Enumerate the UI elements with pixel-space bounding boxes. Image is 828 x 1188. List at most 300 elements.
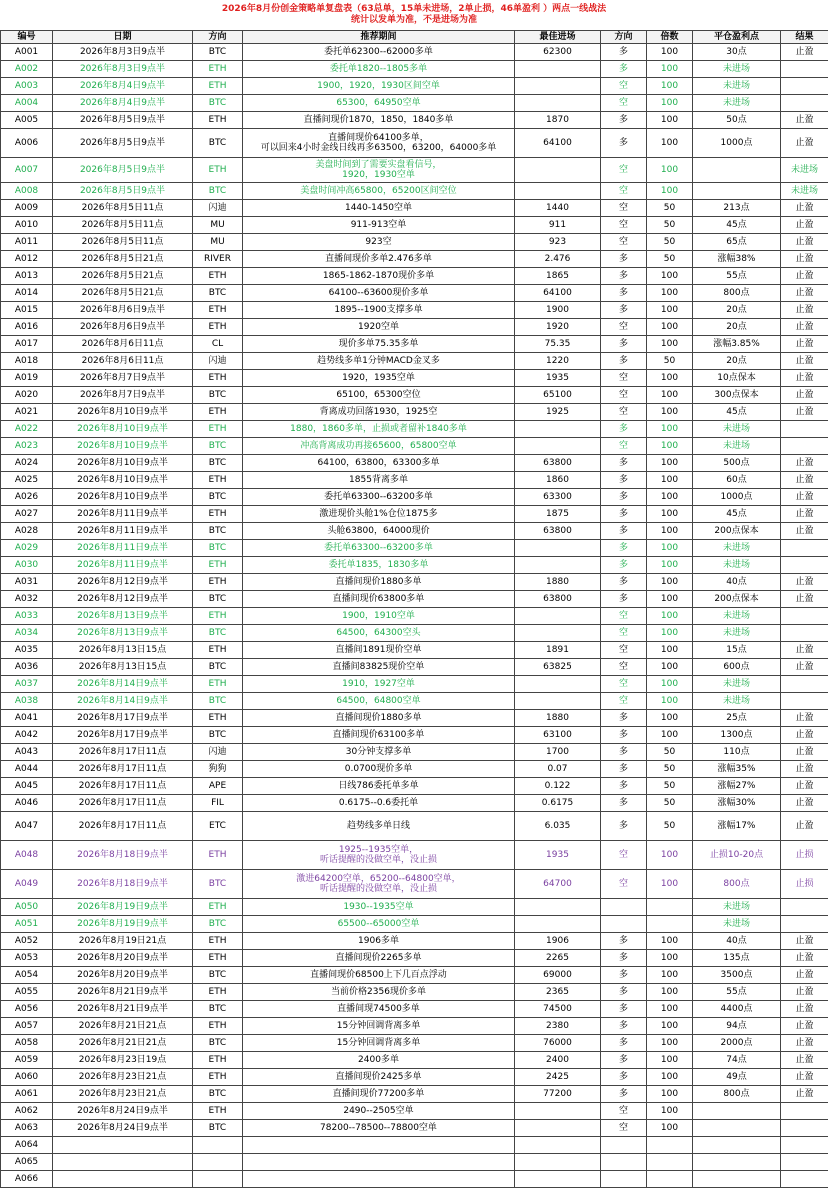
cell-date: 2026年8月11日9点半 [53, 540, 193, 557]
cell-asset: BTC [193, 727, 243, 744]
cell-asset: BTC [193, 1120, 243, 1137]
cell-profit: 55点 [693, 268, 781, 285]
table-row [1, 659, 828, 676]
cell-date: 2026年8月14日9点半 [53, 676, 193, 693]
cell-id: A026 [1, 489, 53, 506]
cell-profit: 200点保本 [693, 591, 781, 608]
cell-result [781, 693, 828, 710]
cell-direction: 空 [601, 693, 647, 710]
cell-asset: ETH [193, 158, 243, 183]
cell-id: A059 [1, 1052, 53, 1069]
cell-result: 止盈 [781, 1018, 828, 1035]
cell-recommendation: 65100，65300空位 [243, 387, 515, 404]
table-row [1, 693, 828, 710]
table-row [1, 78, 828, 95]
table-row [1, 61, 828, 78]
cell-result: 止盈 [781, 744, 828, 761]
cell-date: 2026年8月5日11点 [53, 234, 193, 251]
cell-recommendation: 直播间现价2265多单 [243, 950, 515, 967]
table-row [1, 1103, 828, 1120]
cell-recommendation: 激进现价头舱1%仓位1875多 [243, 506, 515, 523]
cell-date: 2026年8月19日9点半 [53, 916, 193, 933]
cell-leverage: 100 [647, 112, 693, 129]
cell-result: 止盈 [781, 574, 828, 591]
cell-recommendation: 64100，63800，63300多单 [243, 455, 515, 472]
cell-id: A011 [1, 234, 53, 251]
table-row [1, 1035, 828, 1052]
cell-asset: 闪迪 [193, 744, 243, 761]
cell-direction: 空 [601, 95, 647, 112]
cell-asset: 闪迪 [193, 200, 243, 217]
title-line-1: 2026年8月份创金策略单复盘表（63总单，15单未进场，2单止损，46单盈利 ）两点一线战法 [222, 4, 606, 15]
cell-result [781, 540, 828, 557]
cell-date: 2026年8月13日15点 [53, 642, 193, 659]
cell-result: 止盈 [781, 778, 828, 795]
cell-id: A051 [1, 916, 53, 933]
cell-entry [515, 61, 601, 78]
cell-direction: 多 [601, 302, 647, 319]
cell-entry: 76000 [515, 1035, 601, 1052]
cell-profit: 2000点 [693, 1035, 781, 1052]
cell-direction: 多 [601, 540, 647, 557]
cell-recommendation: 委托单1835，1830多单 [243, 557, 515, 574]
cell-leverage: 100 [647, 933, 693, 950]
cell-recommendation: 911-913空单 [243, 217, 515, 234]
cell-id: A019 [1, 370, 53, 387]
cell-profit: 50点 [693, 112, 781, 129]
cell-profit: 45点 [693, 217, 781, 234]
cell-asset: ETH [193, 608, 243, 625]
cell-profit [693, 1120, 781, 1137]
table-row [1, 933, 828, 950]
table-row [1, 285, 828, 302]
table-row [1, 984, 828, 1001]
cell-recommendation: 现价多单75.35多单 [243, 336, 515, 353]
cell-entry [515, 183, 601, 200]
cell-leverage: 100 [647, 693, 693, 710]
table-row [1, 506, 828, 523]
cell-direction: 多 [601, 1001, 647, 1018]
cell-entry [515, 557, 601, 574]
table-row [1, 950, 828, 967]
cell-entry [515, 1137, 601, 1154]
cell-leverage [647, 1154, 693, 1171]
cell-asset: ETH [193, 1052, 243, 1069]
cell-direction: 多 [601, 1069, 647, 1086]
cell-entry: 64100 [515, 129, 601, 158]
cell-asset: ETH [193, 574, 243, 591]
cell-id: A002 [1, 61, 53, 78]
cell-profit: 未进场 [693, 676, 781, 693]
cell-asset: ETH [193, 370, 243, 387]
cell-profit: 涨幅17% [693, 812, 781, 841]
cell-date: 2026年8月13日9点半 [53, 608, 193, 625]
cell-entry [515, 1171, 601, 1188]
cell-asset: BTC [193, 1086, 243, 1103]
cell-profit: 未进场 [693, 95, 781, 112]
cell-leverage: 50 [647, 234, 693, 251]
cell-leverage: 100 [647, 676, 693, 693]
cell-profit: 20点 [693, 302, 781, 319]
cell-date: 2026年8月20日9点半 [53, 967, 193, 984]
cell-profit: 1300点 [693, 727, 781, 744]
cell-profit: 94点 [693, 1018, 781, 1035]
cell-leverage: 100 [647, 336, 693, 353]
cell-result: 止盈 [781, 319, 828, 336]
cell-recommendation: 直播间现价1870，1850，1840多单 [243, 112, 515, 129]
cell-date: 2026年8月5日21点 [53, 285, 193, 302]
cell-entry: 2365 [515, 984, 601, 1001]
cell-asset: ETH [193, 404, 243, 421]
cell-id: A024 [1, 455, 53, 472]
cell-leverage: 100 [647, 438, 693, 455]
cell-id: A022 [1, 421, 53, 438]
cell-profit: 未进场 [693, 899, 781, 916]
cell-entry: 64700 [515, 870, 601, 899]
cell-id: A052 [1, 933, 53, 950]
cell-date: 2026年8月6日11点 [53, 353, 193, 370]
cell-entry: 6.035 [515, 812, 601, 841]
cell-recommendation: 头舱63800，64000现价 [243, 523, 515, 540]
cell-entry: 69000 [515, 967, 601, 984]
cell-id: A044 [1, 761, 53, 778]
cell-recommendation: 直播间现价1880多单 [243, 710, 515, 727]
cell-direction: 空 [601, 642, 647, 659]
cell-entry: 63800 [515, 591, 601, 608]
cell-date: 2026年8月21日21点 [53, 1035, 193, 1052]
cell-profit: 110点 [693, 744, 781, 761]
cell-direction: 多 [601, 506, 647, 523]
cell-recommendation: 直播间现价63100多单 [243, 727, 515, 744]
table-row [1, 129, 828, 158]
table-row [1, 421, 828, 438]
cell-result [781, 676, 828, 693]
cell-direction: 多 [601, 710, 647, 727]
cell-date: 2026年8月6日9点半 [53, 302, 193, 319]
cell-entry: 1700 [515, 744, 601, 761]
cell-recommendation: 当前价格2356现价多单 [243, 984, 515, 1001]
table-row [1, 217, 828, 234]
cell-asset: FIL [193, 795, 243, 812]
cell-asset: ETH [193, 112, 243, 129]
cell-id: A018 [1, 353, 53, 370]
cell-recommendation: 直播间现价68500上下几百点浮动 [243, 967, 515, 984]
cell-date: 2026年8月24日9点半 [53, 1120, 193, 1137]
cell-recommendation: 激进64200空单，65200--64800空单， 听话提醒的没做空单，没止损 [243, 870, 515, 899]
cell-asset: ETH [193, 1069, 243, 1086]
cell-leverage: 100 [647, 78, 693, 95]
cell-asset: ETH [193, 1103, 243, 1120]
cell-date: 2026年8月7日9点半 [53, 370, 193, 387]
cell-date [53, 1154, 193, 1171]
cell-date: 2026年8月23日21点 [53, 1086, 193, 1103]
cell-profit: 20点 [693, 319, 781, 336]
cell-id: A035 [1, 642, 53, 659]
cell-recommendation: 直播间现价77200多单 [243, 1086, 515, 1103]
cell-direction: 多 [601, 967, 647, 984]
cell-profit: 40点 [693, 933, 781, 950]
cell-profit: 未进场 [693, 693, 781, 710]
table-row [1, 44, 828, 61]
cell-recommendation: 1925--1935空单， 听话提醒的没做空单，没止损 [243, 841, 515, 870]
table-row [1, 710, 828, 727]
cell-id: A064 [1, 1137, 53, 1154]
table-row [1, 540, 828, 557]
cell-profit: 未进场 [693, 78, 781, 95]
cell-id: A016 [1, 319, 53, 336]
table-row [1, 1171, 828, 1188]
cell-direction: 多 [601, 455, 647, 472]
cell-result: 止盈 [781, 387, 828, 404]
cell-id: A048 [1, 841, 53, 870]
cell-direction: 多 [601, 1018, 647, 1035]
cell-asset: ETH [193, 302, 243, 319]
cell-id: A008 [1, 183, 53, 200]
cell-date: 2026年8月5日9点半 [53, 112, 193, 129]
table-row [1, 778, 828, 795]
cell-result: 止盈 [781, 44, 828, 61]
cell-profit: 止损10-20点 [693, 841, 781, 870]
cell-recommendation: 923空 [243, 234, 515, 251]
cell-recommendation: 直播间现74500多单 [243, 1001, 515, 1018]
cell-date: 2026年8月10日9点半 [53, 455, 193, 472]
cell-direction: 多 [601, 1035, 647, 1052]
cell-direction: 多 [601, 285, 647, 302]
table-row [1, 642, 828, 659]
cell-entry [515, 676, 601, 693]
cell-recommendation: 1930--1935空单 [243, 899, 515, 916]
cell-leverage: 100 [647, 268, 693, 285]
cell-leverage: 100 [647, 421, 693, 438]
cell-date: 2026年8月17日11点 [53, 812, 193, 841]
cell-id: A038 [1, 693, 53, 710]
cell-asset: BTC [193, 285, 243, 302]
cell-direction: 多 [601, 744, 647, 761]
cell-direction: 空 [601, 404, 647, 421]
cell-direction: 多 [601, 353, 647, 370]
cell-result: 止盈 [781, 761, 828, 778]
cell-result [781, 899, 828, 916]
cell-asset: BTC [193, 967, 243, 984]
cell-result: 止盈 [781, 112, 828, 129]
cell-date: 2026年8月5日9点半 [53, 129, 193, 158]
cell-leverage: 50 [647, 812, 693, 841]
table-row [1, 336, 828, 353]
cell-asset: BTC [193, 387, 243, 404]
cell-asset: ETH [193, 421, 243, 438]
cell-result: 止盈 [781, 523, 828, 540]
cell-result: 止盈 [781, 268, 828, 285]
cell-recommendation: 64500，64300空头 [243, 625, 515, 642]
cell-direction [601, 1154, 647, 1171]
cell-entry [515, 693, 601, 710]
cell-profit: 45点 [693, 404, 781, 421]
cell-date: 2026年8月11日9点半 [53, 523, 193, 540]
cell-id: A023 [1, 438, 53, 455]
cell-result: 止盈 [781, 1086, 828, 1103]
table-row [1, 183, 828, 200]
cell-asset: BTC [193, 95, 243, 112]
cell-id: A053 [1, 950, 53, 967]
cell-result [781, 95, 828, 112]
cell-asset: BTC [193, 870, 243, 899]
cell-result: 止盈 [781, 933, 828, 950]
cell-direction: 空 [601, 659, 647, 676]
table-row [1, 523, 828, 540]
cell-date [53, 1171, 193, 1188]
header-asset: 方向 [193, 31, 243, 44]
table-row [1, 1018, 828, 1035]
cell-profit: 未进场 [693, 608, 781, 625]
cell-asset: ETH [193, 506, 243, 523]
cell-date: 2026年8月11日9点半 [53, 506, 193, 523]
cell-date: 2026年8月5日9点半 [53, 183, 193, 200]
cell-leverage: 100 [647, 370, 693, 387]
cell-id: A057 [1, 1018, 53, 1035]
cell-result: 止盈 [781, 285, 828, 302]
cell-date: 2026年8月10日9点半 [53, 472, 193, 489]
cell-direction: 多 [601, 112, 647, 129]
table-row [1, 761, 828, 778]
cell-profit: 55点 [693, 984, 781, 1001]
sheet-title [0, 0, 828, 30]
cell-result [781, 625, 828, 642]
cell-asset: BTC [193, 129, 243, 158]
cell-leverage: 100 [647, 1120, 693, 1137]
cell-id: A031 [1, 574, 53, 591]
cell-result: 止盈 [781, 217, 828, 234]
cell-direction: 多 [601, 472, 647, 489]
cell-entry: 63800 [515, 455, 601, 472]
cell-date: 2026年8月12日9点半 [53, 574, 193, 591]
cell-profit: 20点 [693, 353, 781, 370]
cell-asset: ETH [193, 472, 243, 489]
cell-direction: 空 [601, 78, 647, 95]
cell-leverage: 100 [647, 574, 693, 591]
cell-recommendation: 委托单1820--1805多单 [243, 61, 515, 78]
cell-leverage: 50 [647, 251, 693, 268]
cell-asset: 狗狗 [193, 761, 243, 778]
cell-entry [515, 421, 601, 438]
table-row [1, 744, 828, 761]
cell-entry: 1220 [515, 353, 601, 370]
cell-recommendation: 64500，64800空单 [243, 693, 515, 710]
cell-asset: MU [193, 234, 243, 251]
cell-profit: 涨幅3.85% [693, 336, 781, 353]
cell-asset: ETH [193, 984, 243, 1001]
cell-date: 2026年8月17日11点 [53, 761, 193, 778]
cell-result: 止盈 [781, 200, 828, 217]
cell-leverage: 50 [647, 353, 693, 370]
cell-entry [515, 899, 601, 916]
cell-id: A034 [1, 625, 53, 642]
cell-entry: 63300 [515, 489, 601, 506]
cell-result: 止盈 [781, 591, 828, 608]
table-row [1, 967, 828, 984]
table-row [1, 574, 828, 591]
cell-id: A029 [1, 540, 53, 557]
table-row [1, 404, 828, 421]
cell-leverage: 100 [647, 950, 693, 967]
cell-profit: 600点 [693, 659, 781, 676]
cell-entry: 1900 [515, 302, 601, 319]
cell-direction: 多 [601, 727, 647, 744]
table-row [1, 795, 828, 812]
cell-leverage: 100 [647, 302, 693, 319]
cell-leverage: 100 [647, 1001, 693, 1018]
cell-result: 止盈 [781, 353, 828, 370]
cell-date: 2026年8月17日9点半 [53, 710, 193, 727]
cell-date: 2026年8月3日9点半 [53, 44, 193, 61]
cell-leverage: 100 [647, 1069, 693, 1086]
cell-entry: 2265 [515, 950, 601, 967]
cell-entry: 1865 [515, 268, 601, 285]
cell-entry: 1906 [515, 933, 601, 950]
cell-date: 2026年8月17日11点 [53, 795, 193, 812]
cell-profit: 1000点 [693, 489, 781, 506]
cell-entry: 63100 [515, 727, 601, 744]
cell-direction: 多 [601, 761, 647, 778]
cell-result [781, 78, 828, 95]
cell-leverage: 100 [647, 404, 693, 421]
cell-entry: 1875 [515, 506, 601, 523]
cell-id: A065 [1, 1154, 53, 1171]
table-row [1, 1052, 828, 1069]
cell-asset: BTC [193, 591, 243, 608]
table-row [1, 353, 828, 370]
header-entry: 最佳进场 [515, 31, 601, 44]
cell-recommendation: 1900，1920，1930区间空单 [243, 78, 515, 95]
cell-entry: 923 [515, 234, 601, 251]
cell-recommendation: 15分钟回调背离多单 [243, 1018, 515, 1035]
header-recommendation: 推荐期间 [243, 31, 515, 44]
cell-date: 2026年8月11日9点半 [53, 557, 193, 574]
cell-leverage [647, 916, 693, 933]
cell-result [781, 438, 828, 455]
cell-date: 2026年8月4日9点半 [53, 95, 193, 112]
trade-table [0, 30, 828, 1188]
cell-recommendation [243, 1171, 515, 1188]
cell-asset: ETH [193, 676, 243, 693]
table-row [1, 251, 828, 268]
cell-leverage: 100 [647, 387, 693, 404]
cell-id: A066 [1, 1171, 53, 1188]
table-row [1, 1137, 828, 1154]
cell-asset: ETH [193, 268, 243, 285]
cell-leverage [647, 1137, 693, 1154]
table-row [1, 1154, 828, 1171]
cell-recommendation: 1865-1862-1870现价多单 [243, 268, 515, 285]
cell-asset: ETH [193, 710, 243, 727]
cell-result: 止盈 [781, 1069, 828, 1086]
cell-id: A030 [1, 557, 53, 574]
cell-recommendation: 趋势线多单日线 [243, 812, 515, 841]
cell-entry: 2425 [515, 1069, 601, 1086]
cell-id: A061 [1, 1086, 53, 1103]
cell-recommendation: 背离成功回落1930，1925空 [243, 404, 515, 421]
cell-result [781, 557, 828, 574]
cell-id: A013 [1, 268, 53, 285]
cell-asset: BTC [193, 1001, 243, 1018]
cell-id: A045 [1, 778, 53, 795]
cell-result [781, 916, 828, 933]
cell-recommendation: 直播间现价2425多单 [243, 1069, 515, 1086]
cell-direction: 空 [601, 234, 647, 251]
cell-asset: BTC [193, 44, 243, 61]
cell-result: 止盈 [781, 727, 828, 744]
cell-profit [693, 1137, 781, 1154]
cell-direction: 空 [601, 158, 647, 183]
